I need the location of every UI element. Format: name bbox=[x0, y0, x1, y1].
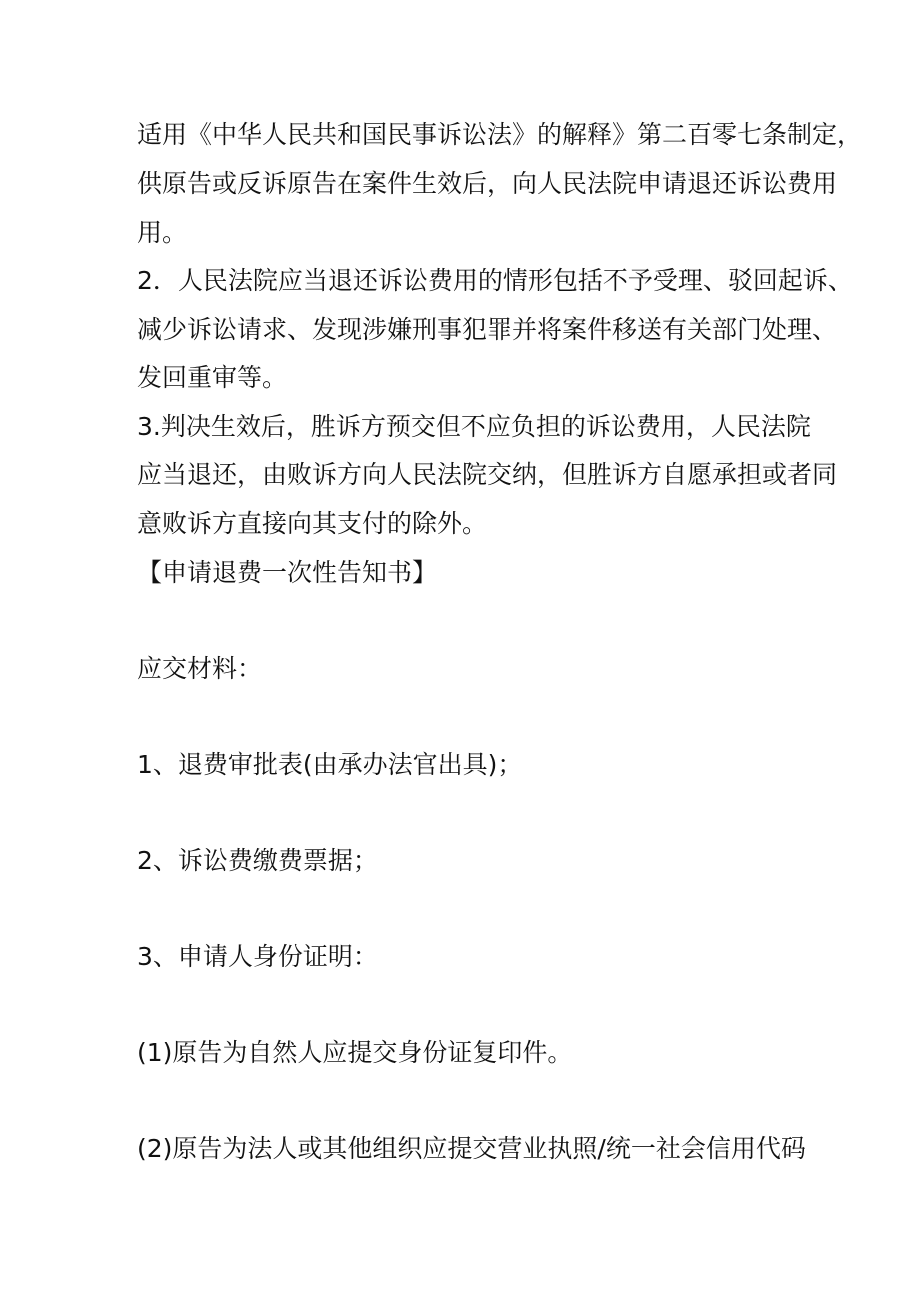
paragraph-line: 适用《中华人民共和国民事诉讼法》的解释》第二百零七条制定， bbox=[137, 120, 863, 149]
paragraph-line: 供原告或反诉原告在案件生效后，向人民法院申请退还诉讼费用 bbox=[137, 169, 838, 198]
paragraph-line: 减少诉讼请求、发现涉嫌刑事犯罪并将案件移送有关部门处理、 bbox=[137, 315, 838, 344]
paragraph-line: 2．人民法院应当退还诉讼费用的情形包括不予受理、驳回起诉、 bbox=[137, 266, 853, 295]
sub-list-item: (1)原告为自然人应提交身份证复印件。 bbox=[137, 1038, 573, 1067]
sub-list-item: (2)原告为法人或其他组织应提交营业执照/统一社会信用代码 bbox=[137, 1134, 806, 1163]
materials-heading: 应交材料： bbox=[137, 654, 263, 683]
section-heading: 【申请退费一次性告知书】 bbox=[137, 558, 438, 587]
list-item: 3、申请人身份证明： bbox=[137, 942, 378, 971]
paragraph-line: 3.判决生效后，胜诉方预交但不应负担的诉讼费用，人民法院 bbox=[137, 412, 811, 441]
paragraph-line: 用。 bbox=[137, 218, 188, 247]
list-item: 1、退费审批表(由承办法官出具)； bbox=[137, 750, 523, 779]
paragraph-line: 应当退还，由败诉方向人民法院交纳，但胜诉方自愿承担或者同 bbox=[137, 460, 838, 489]
paragraph-line: 发回重审等。 bbox=[137, 363, 288, 392]
list-item: 2、诉讼费缴费票据； bbox=[137, 846, 378, 875]
paragraph-line: 意败诉方直接向其支付的除外。 bbox=[137, 509, 488, 538]
